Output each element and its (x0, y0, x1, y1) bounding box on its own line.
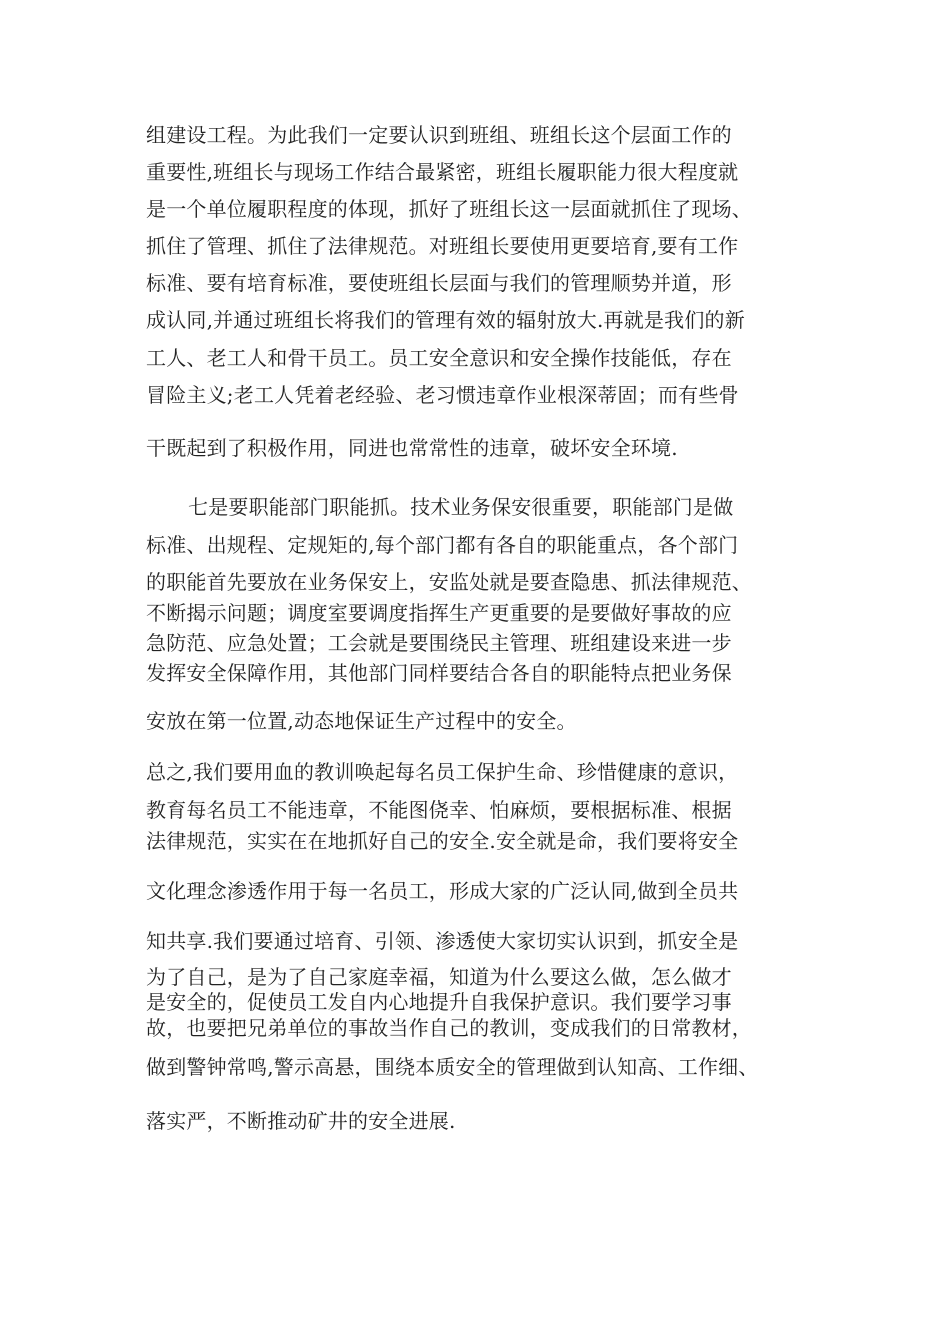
paragraph-2-line-6: 发挥安全保障作用，其他部门同样要结合各自的职能特点把业务保 (146, 661, 732, 685)
paragraph-1-line-1: 组建设工程。为此我们一定要认识到班组、班组长这个层面工作的 (146, 123, 732, 147)
paragraph-1-line-2: 重要性,班组长与现场工作结合最紧密，班组长履职能力很大程度就 (146, 160, 739, 184)
paragraph-3-line-4: 文化理念渗透作用于每一名员工，形成大家的广泛认同,做到全员共 (146, 879, 739, 903)
paragraph-3-line-5: 知共享.我们要通过培育、引领、渗透使大家切实认识到，抓安全是 (146, 929, 739, 953)
paragraph-1-line-9: 干既起到了积极作用，同进也常常性的违章，破坏安全环境. (146, 436, 678, 460)
paragraph-2-line-3: 的职能首先要放在业务保安上，安监处就是要查隐患、抓法律规范、 (146, 570, 752, 594)
paragraph-1-line-4: 抓住了管理、抓住了法律规范。对班组长要使用更要培育,要有工作 (146, 234, 739, 258)
paragraph-3-line-6: 为了自己，是为了自己家庭幸福，知道为什么要这么做，怎么做才 (146, 965, 732, 989)
paragraph-2-line-2: 标准、出规程、定规矩的,每个部门都有各自的职能重点，各个部门 (146, 533, 739, 557)
paragraph-3-line-10: 落实严，不断推动矿井的安全进展. (146, 1109, 456, 1133)
paragraph-1-line-6: 成认同,并通过班组长将我们的管理有效的辐射放大.再就是我们的新 (146, 308, 745, 332)
paragraph-3-line-7: 是安全的，促使员工发自内心地提升自我保护意识。我们要学习事 (146, 990, 732, 1014)
paragraph-1-line-3: 是一个单位履职程度的体现，抓好了班组长这一层面就抓住了现场、 (146, 197, 752, 221)
paragraph-3-line-3: 法律规范，实实在在地抓好自己的安全.安全就是命，我们要将安全 (146, 829, 739, 853)
paragraph-2-line-7: 安放在第一位置,动态地保证生产过程中的安全。 (146, 709, 577, 733)
paragraph-3-line-9: 做到警钟常鸣,警示高悬，围绕本质安全的管理做到认知高、工作细、 (146, 1055, 759, 1079)
paragraph-1-line-5: 标准、要有培育标准，要使班组长层面与我们的管理顺势并道，形 (146, 271, 732, 295)
paragraph-3-line-2: 教育每名员工不能违章，不能图侥幸、怕麻烦，要根据标准、根据 (146, 798, 732, 822)
paragraph-2-line-4: 不断揭示问题；调度室要调度指挥生产更重要的是要做好事故的应 (146, 601, 732, 625)
paragraph-3-line-8: 故，也要把兄弟单位的事故当作自己的教训，变成我们的日常教材， (146, 1016, 752, 1040)
paragraph-2-line-5: 急防范、应急处置；工会就是要围绕民主管理、班组建设来进一步 (146, 631, 732, 655)
paragraph-1-line-7: 工人、老工人和骨干员工。员工安全意识和安全操作技能低，存在 (146, 346, 732, 370)
paragraph-1-line-8: 冒险主义;老工人凭着老经验、老习惯违章作业根深蒂固；而有些骨 (146, 383, 739, 407)
paragraph-3-line-1: 总之,我们要用血的教训唤起每名员工保护生命、珍惜健康的意识， (146, 760, 739, 784)
paragraph-2-line-1: 七是要职能部门职能抓。技术业务保安很重要，职能部门是做 (188, 495, 734, 519)
